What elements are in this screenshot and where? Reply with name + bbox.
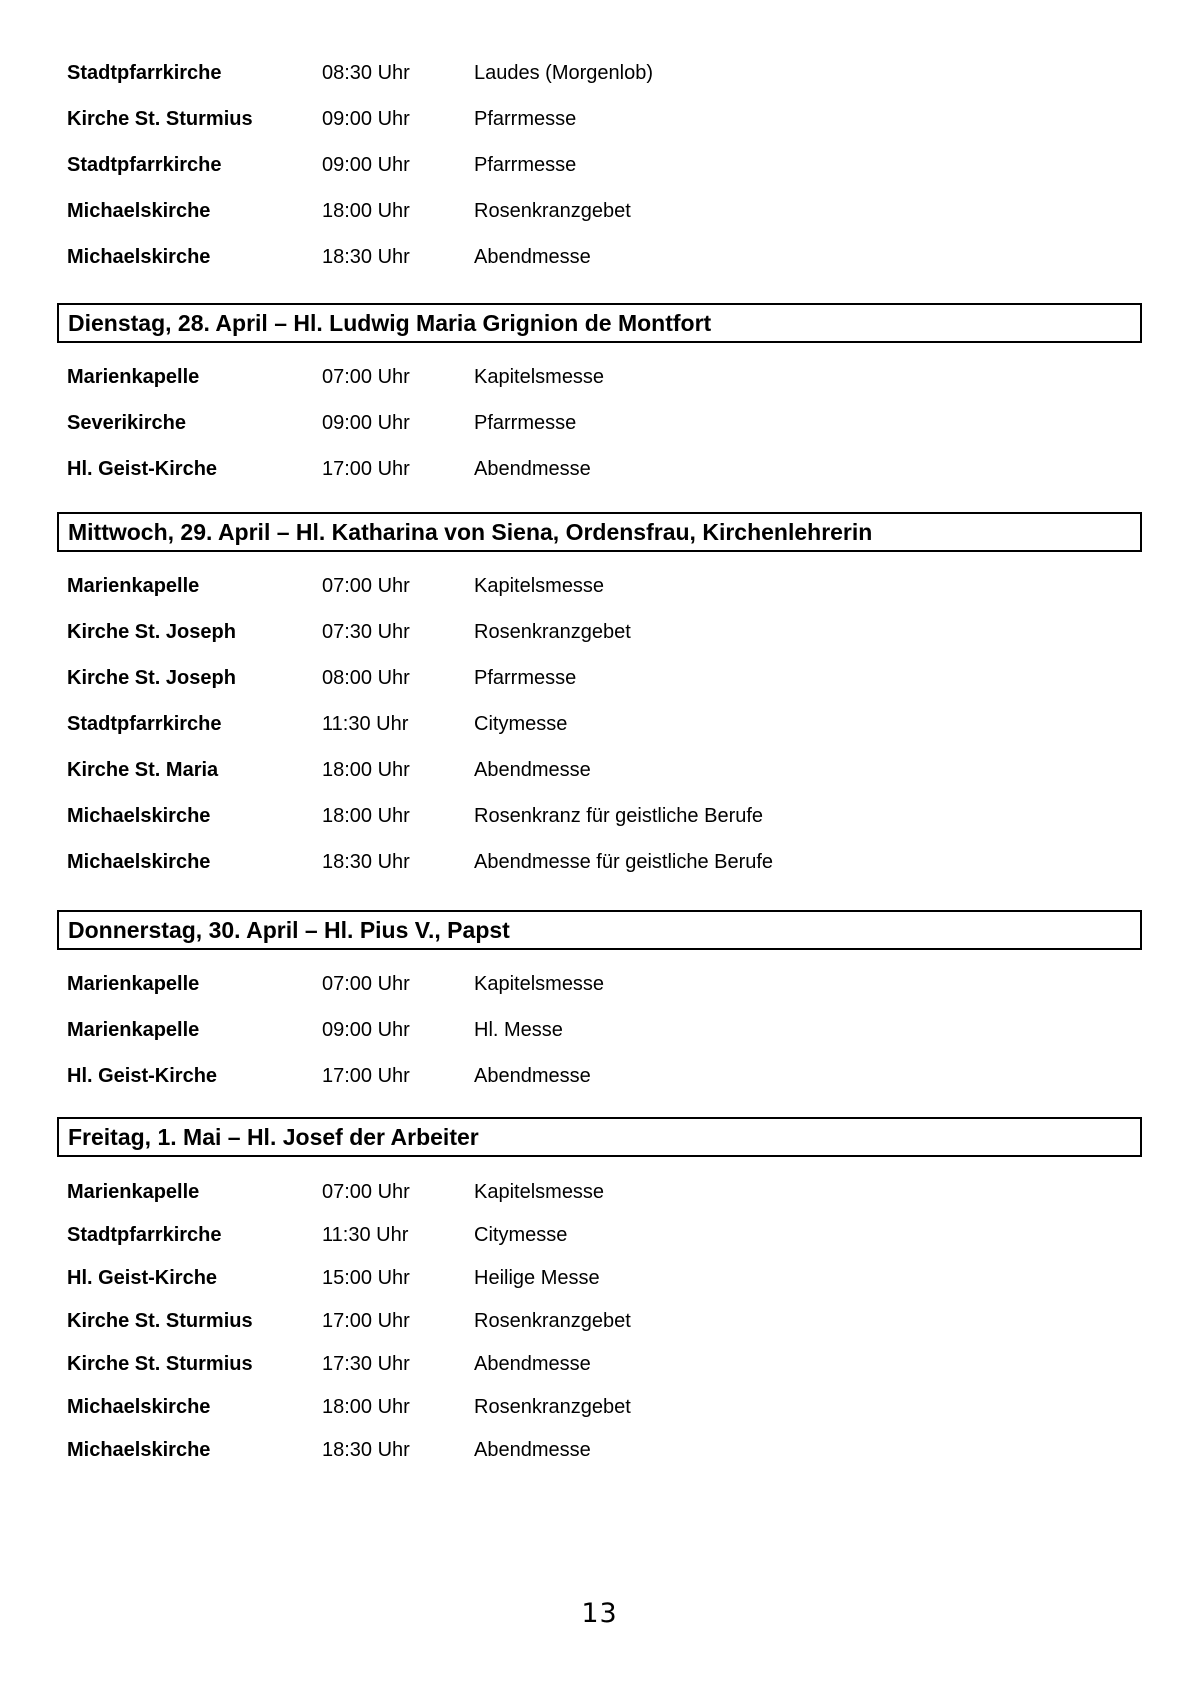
church-name: Stadtpfarrkirche	[67, 713, 222, 735]
service-name: Abendmesse	[474, 759, 591, 781]
service-time: 07:00 Uhr	[322, 366, 410, 388]
schedule-row	[57, 1213, 1142, 1256]
service-name: Heilige Messe	[474, 1266, 600, 1289]
service-name: Kapitelsmesse	[474, 1180, 605, 1203]
service-time: 11:30 Uhr	[322, 713, 409, 735]
church-name: Severikirche	[67, 412, 186, 434]
church-name: Stadtpfarrkirche	[67, 154, 222, 176]
service-name: Pfarrmesse	[474, 667, 577, 689]
service-time: 17:00 Uhr	[322, 1309, 410, 1332]
church-name: Marienkapelle	[67, 366, 200, 388]
service-time: 17:00 Uhr	[322, 1065, 410, 1087]
schedule-row	[57, 234, 1142, 280]
service-name: Rosenkranzgebet	[474, 1395, 631, 1418]
schedule-row	[57, 1256, 1142, 1299]
schedule-row	[57, 400, 1142, 446]
service-name: Abendmesse	[474, 1352, 591, 1375]
church-name: Stadtpfarrkirche	[67, 62, 222, 84]
church-name: Michaelskirche	[67, 805, 211, 827]
church-name: Hl. Geist-Kirche	[67, 458, 218, 480]
service-name: Kapitelsmesse	[474, 366, 605, 388]
section-dienstag	[57, 354, 1142, 492]
service-time: 07:00 Uhr	[322, 1180, 410, 1203]
schedule-row	[57, 609, 1142, 655]
church-name: Kirche St. Sturmius	[67, 108, 253, 130]
day-header-title: Donnerstag, 30. April – Hl. Pius V., Papst	[68, 916, 510, 943]
section-donnerstag	[57, 961, 1142, 1099]
schedule-row	[57, 1170, 1142, 1213]
day-header-donnerstag	[57, 910, 1142, 950]
church-name: Marienkapelle	[67, 575, 200, 597]
schedule-row	[57, 701, 1142, 747]
schedule-row	[57, 1428, 1142, 1471]
service-time: 18:30 Uhr	[322, 246, 410, 268]
day-header-title: Dienstag, 28. April – Hl. Ludwig Maria Grignion de Montfort	[68, 309, 712, 336]
service-time: 09:00 Uhr	[322, 412, 410, 434]
church-name: Marienkapelle	[67, 973, 200, 995]
service-name: Citymesse	[474, 713, 568, 735]
service-name: Citymesse	[474, 1223, 568, 1246]
church-name: Marienkapelle	[67, 1180, 200, 1203]
section-mittwoch	[57, 563, 1142, 885]
church-name: Kirche St. Sturmius	[67, 1309, 253, 1332]
church-name: Kirche St. Maria	[67, 759, 219, 781]
service-time: 09:00 Uhr	[322, 108, 410, 130]
page-number: 13	[581, 1597, 618, 1629]
service-time: 11:30 Uhr	[322, 1223, 409, 1246]
schedule-row	[57, 961, 1142, 1007]
schedule-row	[57, 793, 1142, 839]
service-time: 18:00 Uhr	[322, 759, 410, 781]
service-name: Pfarrmesse	[474, 154, 577, 176]
service-name: Rosenkranz für geistliche Berufe	[474, 805, 764, 827]
schedule-row	[57, 747, 1142, 793]
church-name: Michaelskirche	[67, 246, 211, 268]
church-name: Hl. Geist-Kirche	[67, 1266, 218, 1289]
service-name: Rosenkranzgebet	[474, 200, 631, 222]
service-time: 18:30 Uhr	[322, 851, 410, 873]
church-name: Marienkapelle	[67, 1019, 200, 1041]
section-freitag	[57, 1170, 1142, 1471]
church-name: Hl. Geist-Kirche	[67, 1065, 218, 1087]
schedule-row	[57, 142, 1142, 188]
schedule-row	[57, 1053, 1142, 1099]
service-time: 17:00 Uhr	[322, 458, 410, 480]
service-name: Rosenkranzgebet	[474, 1309, 631, 1332]
service-name: Laudes (Morgenlob)	[474, 62, 653, 84]
church-name: Michaelskirche	[67, 851, 211, 873]
service-name: Abendmesse für geistliche Berufe	[474, 851, 774, 873]
service-name: Abendmesse	[474, 1065, 591, 1087]
day-header-freitag	[57, 1117, 1142, 1157]
service-time: 15:00 Uhr	[322, 1266, 410, 1289]
service-name: Rosenkranzgebet	[474, 621, 631, 643]
service-time: 18:30 Uhr	[322, 1438, 410, 1461]
schedule-row	[57, 655, 1142, 701]
church-name: Michaelskirche	[67, 200, 211, 222]
service-time: 18:00 Uhr	[322, 200, 410, 222]
day-header-dienstag	[57, 303, 1142, 343]
service-name: Abendmesse	[474, 1438, 591, 1461]
schedule-row	[57, 96, 1142, 142]
schedule-row	[57, 839, 1142, 885]
intro-section	[57, 50, 1142, 280]
day-header-mittwoch	[57, 512, 1142, 552]
day-header-title: Mittwoch, 29. April – Hl. Katharina von Siena, Ordensfrau, Kirchenlehrerin	[68, 518, 873, 545]
service-name: Pfarrmesse	[474, 412, 577, 434]
schedule-row	[57, 1299, 1142, 1342]
day-header-title: Freitag, 1. Mai – Hl. Josef der Arbeiter	[68, 1123, 479, 1150]
service-time: 09:00 Uhr	[322, 154, 410, 176]
service-time: 09:00 Uhr	[322, 1019, 410, 1041]
schedule-row	[57, 1342, 1142, 1385]
schedule-row	[57, 1385, 1142, 1428]
church-name: Kirche St. Joseph	[67, 621, 236, 643]
schedule-row	[57, 354, 1142, 400]
service-name: Abendmesse	[474, 458, 591, 480]
church-name: Michaelskirche	[67, 1438, 211, 1461]
service-time: 07:00 Uhr	[322, 575, 410, 597]
service-time: 17:30 Uhr	[322, 1352, 410, 1375]
service-time: 07:00 Uhr	[322, 973, 410, 995]
service-time: 08:30 Uhr	[322, 62, 410, 84]
schedule-row	[57, 563, 1142, 609]
service-name: Kapitelsmesse	[474, 973, 605, 995]
service-time: 18:00 Uhr	[322, 805, 410, 827]
schedule-row	[57, 50, 1142, 96]
schedule-row	[57, 188, 1142, 234]
church-name: Stadtpfarrkirche	[67, 1223, 222, 1246]
schedule-row	[57, 446, 1142, 492]
church-name: Kirche St. Joseph	[67, 667, 236, 689]
schedule-row	[57, 1007, 1142, 1053]
service-time: 08:00 Uhr	[322, 667, 410, 689]
service-name: Hl. Messe	[474, 1019, 563, 1041]
church-name: Kirche St. Sturmius	[67, 1352, 253, 1375]
service-name: Pfarrmesse	[474, 108, 577, 130]
service-time: 18:00 Uhr	[322, 1395, 410, 1418]
church-name: Michaelskirche	[67, 1395, 211, 1418]
service-time: 07:30 Uhr	[322, 621, 410, 643]
service-name: Abendmesse	[474, 246, 591, 268]
service-name: Kapitelsmesse	[474, 575, 605, 597]
